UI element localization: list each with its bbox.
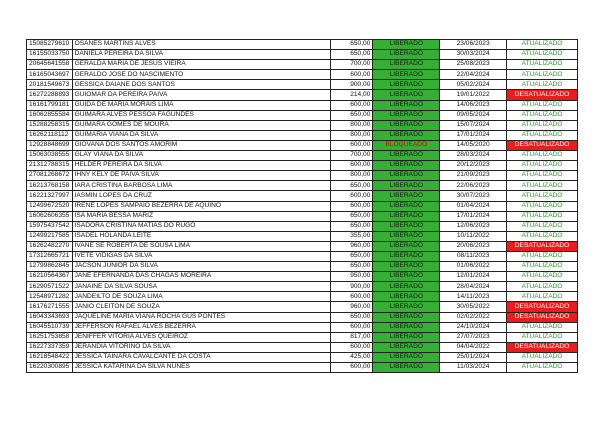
name-cell: GIOVANA DOS SANTOS AMORIM (72, 140, 330, 150)
table-row (27, 161, 578, 171)
name-cell: IVANE SE ROBERTA DE SOUSA LIMA (72, 241, 330, 251)
status-cell: LIBERADO (373, 120, 440, 130)
value-cell: 600,00 (330, 100, 373, 110)
value-cell: 650,00 (330, 312, 373, 322)
date-cell: 27/07/2023 (440, 332, 507, 342)
date-cell: 17/01/2024 (440, 211, 507, 221)
cpf-cell: 16218548422 (27, 352, 73, 362)
name-cell: JANE EFERNANDA DAS CHAGAS MOREIRA (72, 272, 330, 282)
situation-cell: ATUALIZADO (507, 181, 578, 191)
situation-cell: ATUALIZADO (507, 272, 578, 282)
cpf-cell: 16161799181 (27, 100, 73, 110)
status-cell: LIBERADO (373, 161, 440, 171)
date-cell: 30/07/2023 (440, 191, 507, 201)
table-row (27, 231, 578, 241)
situation-cell: ATUALIZADO (507, 110, 578, 120)
records-body (27, 40, 578, 373)
value-cell: 960,00 (330, 241, 373, 251)
value-cell: 600,00 (330, 342, 373, 352)
status-cell: LIBERADO (373, 332, 440, 342)
date-cell: 14/11/2023 (440, 292, 507, 302)
status-cell: LIBERADO (373, 181, 440, 191)
cpf-cell: 16262118112 (27, 130, 73, 140)
situation-cell: ATUALIZADO (507, 130, 578, 140)
status-cell: LIBERADO (373, 241, 440, 251)
value-cell: 700,00 (330, 151, 373, 161)
status-cell: LIBERADO (373, 292, 440, 302)
status-cell: LIBERADO (373, 302, 440, 312)
cpf-cell: 16043343693 (27, 312, 73, 322)
date-cell: 30/05/2022 (440, 302, 507, 312)
status-cell: LIBERADO (373, 251, 440, 261)
cpf-cell: 12499672520 (27, 201, 73, 211)
name-cell: IRENE LOPES SAMPAIO BEZERRA DE AQUINO (72, 201, 330, 211)
name-cell: ISADORA CRISTINA MATIAS DO RUGO (72, 221, 330, 231)
date-cell: 05/02/2024 (440, 80, 507, 90)
records-table (26, 39, 578, 373)
situation-cell: DESATUALIZADO (507, 140, 578, 150)
cpf-cell: 16213768158 (27, 181, 73, 191)
table-row (27, 342, 578, 352)
cpf-cell: 16062606355 (27, 211, 73, 221)
date-cell: 30/03/2024 (440, 50, 507, 60)
name-cell: ISADEL HOLANDA LEITE (72, 231, 330, 241)
cpf-cell: 16062855584 (27, 110, 73, 120)
table-row (27, 363, 578, 373)
name-cell: GESSICA DAIANE DOS SANTOS (72, 80, 330, 90)
cpf-cell: 15288258315 (27, 120, 73, 130)
name-cell: JANIO CLEITON DE SOUZA (72, 302, 330, 312)
status-cell: LIBERADO (373, 272, 440, 282)
table-row (27, 262, 578, 272)
date-cell: 17/01/2024 (440, 130, 507, 140)
cpf-cell: 16290571522 (27, 282, 73, 292)
table-row (27, 282, 578, 292)
date-cell: 24/10/2024 (440, 322, 507, 332)
date-cell: 15/07/2024 (440, 120, 507, 130)
name-cell: GERALDO JOSE DO NASCIMENTO (72, 70, 330, 80)
cpf-cell: 16155033750 (27, 50, 73, 60)
date-cell: 22/06/2023 (440, 181, 507, 191)
situation-cell: ATUALIZADO (507, 100, 578, 110)
value-cell: 650,00 (330, 251, 373, 261)
name-cell: JENIFFER VITORIA ALVES QUEIROZ (72, 332, 330, 342)
table-row (27, 80, 578, 90)
situation-cell: ATUALIZADO (507, 40, 578, 50)
name-cell: JACSON JUNIOR DA SILVA (72, 262, 330, 272)
situation-cell: ATUALIZADO (507, 231, 578, 241)
cpf-cell: 21312788315 (27, 161, 73, 171)
situation-cell: ATUALIZADO (507, 282, 578, 292)
table-row (27, 332, 578, 342)
date-cell: 12/01/2024 (440, 272, 507, 282)
status-cell: LIBERADO (373, 322, 440, 332)
date-cell: 28/03/2024 (440, 151, 507, 161)
value-cell: 800,00 (330, 171, 373, 181)
situation-cell: ATUALIZADO (507, 201, 578, 211)
table-row (27, 151, 578, 161)
value-cell: 650,00 (330, 40, 373, 50)
status-cell: LIBERADO (373, 342, 440, 352)
situation-cell: ATUALIZADO (507, 352, 578, 362)
value-cell: 425,00 (330, 352, 373, 362)
situation-cell: ATUALIZADO (507, 292, 578, 302)
situation-cell: ATUALIZADO (507, 211, 578, 221)
name-cell: GUIOMAR DA PEREIRA PAIVA (72, 90, 330, 100)
date-cell: 19/01/2022 (440, 90, 507, 100)
table-row (27, 60, 578, 70)
value-cell: 650,00 (330, 110, 373, 120)
cpf-cell: 20181549673 (27, 80, 73, 90)
table-row (27, 130, 578, 140)
table-row (27, 100, 578, 110)
situation-cell: ATUALIZADO (507, 322, 578, 332)
table-row (27, 272, 578, 282)
name-cell: JEFFERSON RAFAEL ALVES BEZERRA (72, 322, 330, 332)
situation-cell: ATUALIZADO (507, 151, 578, 161)
table-row (27, 90, 578, 100)
cpf-cell: 16176271555 (27, 302, 73, 312)
status-cell: LIBERADO (373, 40, 440, 50)
table-row (27, 221, 578, 231)
situation-cell: ATUALIZADO (507, 332, 578, 342)
table-row (27, 292, 578, 302)
value-cell: 600,00 (330, 292, 373, 302)
table-row (27, 251, 578, 261)
date-cell: 20/12/2023 (440, 161, 507, 171)
date-cell: 25/01/2024 (440, 352, 507, 362)
cpf-cell: 16227337359 (27, 342, 73, 352)
name-cell: JAQUELINE MARIA VIANA ROCHA GUS PONTES (72, 312, 330, 322)
situation-cell: ATUALIZADO (507, 120, 578, 130)
value-cell: 800,00 (330, 130, 373, 140)
name-cell: HELDER PEREIRA DA SILVA (72, 161, 330, 171)
date-cell: 14/06/2023 (440, 100, 507, 110)
name-cell: JESSICA KATARINA DA SILVA NUNES (72, 363, 330, 373)
situation-cell: DESATUALIZADO (507, 90, 578, 100)
value-cell: 600,00 (330, 201, 373, 211)
situation-cell: DESATUALIZADO (507, 302, 578, 312)
date-cell: 12/06/2023 (440, 221, 507, 231)
cpf-cell: 16165043697 (27, 70, 73, 80)
cpf-cell: 12799862845 (27, 262, 73, 272)
status-cell: LIBERADO (373, 70, 440, 80)
cpf-cell: 12928848699 (27, 140, 73, 150)
situation-cell: DESATUALIZADO (507, 312, 578, 322)
name-cell: IARA CRISTINA BARBOSA LIMA (72, 181, 330, 191)
name-cell: GUIMARIA VIANA DA SILVA (72, 130, 330, 140)
name-cell: DANIELA PEREIRA DA SILVA (72, 50, 330, 60)
situation-cell: ATUALIZADO (507, 171, 578, 181)
cpf-cell: 16220300895 (27, 363, 73, 373)
name-cell: IHNY KELY DE PAIVA SILVA (72, 171, 330, 181)
value-cell: 900,00 (330, 80, 373, 90)
date-cell: 25/08/2023 (440, 60, 507, 70)
table-row (27, 140, 578, 150)
date-cell: 10/11/2022 (440, 231, 507, 241)
status-cell: LIBERADO (373, 90, 440, 100)
value-cell: 600,00 (330, 140, 373, 150)
value-cell: 960,00 (330, 302, 373, 312)
name-cell: GLAY VIANA DA SILVA (72, 151, 330, 161)
cpf-cell: 16262482270 (27, 241, 73, 251)
table-row (27, 302, 578, 312)
status-cell: BLOQUEADO (373, 140, 440, 150)
situation-cell: ATUALIZADO (507, 161, 578, 171)
table-row (27, 171, 578, 181)
cpf-cell: 16221327997 (27, 191, 73, 201)
table-row (27, 70, 578, 80)
name-cell: GUIMARA ALVES PESSOA FAGUNDES (72, 110, 330, 120)
value-cell: 800,00 (330, 120, 373, 130)
situation-cell: ATUALIZADO (507, 191, 578, 201)
situation-cell: DESATUALIZADO (507, 342, 578, 352)
status-cell: LIBERADO (373, 60, 440, 70)
name-cell: JERANDIA VITORINO DA SILVA (72, 342, 330, 352)
cpf-cell: 12499217585 (27, 231, 73, 241)
status-cell: LIBERADO (373, 80, 440, 90)
name-cell: JESSICA TAINARA CAVALCANTE DA COSTA (72, 352, 330, 362)
table-row (27, 241, 578, 251)
date-cell: 22/04/2024 (440, 70, 507, 80)
situation-cell: ATUALIZADO (507, 363, 578, 373)
table-row (27, 120, 578, 130)
situation-cell: ATUALIZADO (507, 60, 578, 70)
cpf-cell: 16210564367 (27, 272, 73, 282)
cpf-cell: 16045510739 (27, 322, 73, 332)
status-cell: LIBERADO (373, 231, 440, 241)
cpf-cell: 20645641558 (27, 60, 73, 70)
value-cell: 600,00 (330, 191, 373, 201)
status-cell: LIBERADO (373, 262, 440, 272)
date-cell: 01/06/2022 (440, 262, 507, 272)
cpf-cell: 16251753858 (27, 332, 73, 342)
status-cell: LIBERADO (373, 151, 440, 161)
value-cell: 355,00 (330, 231, 373, 241)
value-cell: 950,00 (330, 272, 373, 282)
date-cell: 21/09/2023 (440, 171, 507, 181)
date-cell: 23/06/2023 (440, 40, 507, 50)
situation-cell: ATUALIZADO (507, 262, 578, 272)
value-cell: 600,00 (330, 322, 373, 332)
value-cell: 650,00 (330, 50, 373, 60)
name-cell: JANDEILTO DE SOUZA LIMA (72, 292, 330, 302)
name-cell: JANAINE DA SILVA SOUSA (72, 282, 330, 292)
status-cell: LIBERADO (373, 50, 440, 60)
date-cell: 28/04/2024 (440, 282, 507, 292)
cpf-cell: 17312665721 (27, 251, 73, 261)
value-cell: 817,00 (330, 332, 373, 342)
value-cell: 650,00 (330, 262, 373, 272)
situation-cell: ATUALIZADO (507, 70, 578, 80)
date-cell: 09/05/2024 (440, 110, 507, 120)
name-cell: GUIDA DE MARIA MORAIS LIMA (72, 100, 330, 110)
cpf-cell: 16272288893 (27, 90, 73, 100)
date-cell: 01/04/2024 (440, 201, 507, 211)
value-cell: 700,00 (330, 60, 373, 70)
table-row (27, 201, 578, 211)
situation-cell: ATUALIZADO (507, 221, 578, 231)
table-row (27, 191, 578, 201)
cpf-cell: 15085279610 (27, 40, 73, 50)
name-cell: GERALDA MARIA DE JESUS VIEIRA (72, 60, 330, 70)
table-row (27, 211, 578, 221)
status-cell: LIBERADO (373, 221, 440, 231)
status-cell: LIBERADO (373, 352, 440, 362)
date-cell: 14/05/2020 (440, 140, 507, 150)
date-cell: 11/03/2024 (440, 363, 507, 373)
value-cell: 650,00 (330, 211, 373, 221)
status-cell: LIBERADO (373, 211, 440, 221)
spreadsheet (26, 39, 578, 373)
status-cell: LIBERADO (373, 130, 440, 140)
situation-cell: ATUALIZADO (507, 50, 578, 60)
situation-cell: ATUALIZADO (507, 251, 578, 261)
table-row (27, 40, 578, 50)
status-cell: LIBERADO (373, 100, 440, 110)
value-cell: 600,00 (330, 161, 373, 171)
status-cell: LIBERADO (373, 201, 440, 211)
table-row (27, 181, 578, 191)
status-cell: LIBERADO (373, 312, 440, 322)
value-cell: 600,00 (330, 363, 373, 373)
value-cell: 214,00 (330, 90, 373, 100)
name-cell: GUIMARA GOMES DE MOURA (72, 120, 330, 130)
value-cell: 900,00 (330, 282, 373, 292)
table-row (27, 110, 578, 120)
cpf-cell: 15975437542 (27, 221, 73, 231)
status-cell: LIBERADO (373, 363, 440, 373)
name-cell: IASMIN LOPES DA CRUZ (72, 191, 330, 201)
name-cell: ISA MARIA BESSA MARIZ (72, 211, 330, 221)
status-cell: LIBERADO (373, 110, 440, 120)
cpf-cell: 12548971282 (27, 292, 73, 302)
value-cell: 650,00 (330, 181, 373, 191)
date-cell: 08/11/2023 (440, 251, 507, 261)
date-cell: 20/06/2023 (440, 241, 507, 251)
situation-cell: ATUALIZADO (507, 80, 578, 90)
date-cell: 04/04/2022 (440, 342, 507, 352)
cpf-cell: 27081268672 (27, 171, 73, 181)
table-row (27, 352, 578, 362)
cpf-cell: 15063038555 (27, 151, 73, 161)
table-row (27, 50, 578, 60)
name-cell: IVETE VIDIGAS DA SILVA (72, 251, 330, 261)
status-cell: LIBERADO (373, 282, 440, 292)
value-cell: 600,00 (330, 70, 373, 80)
date-cell: 02/02/2022 (440, 312, 507, 322)
status-cell: LIBERADO (373, 171, 440, 181)
value-cell: 650,00 (330, 221, 373, 231)
name-cell: OSANES MARTINS ALVES (72, 40, 330, 50)
table-row (27, 312, 578, 322)
situation-cell: DESATUALIZADO (507, 241, 578, 251)
status-cell: LIBERADO (373, 191, 440, 201)
table-row (27, 322, 578, 332)
